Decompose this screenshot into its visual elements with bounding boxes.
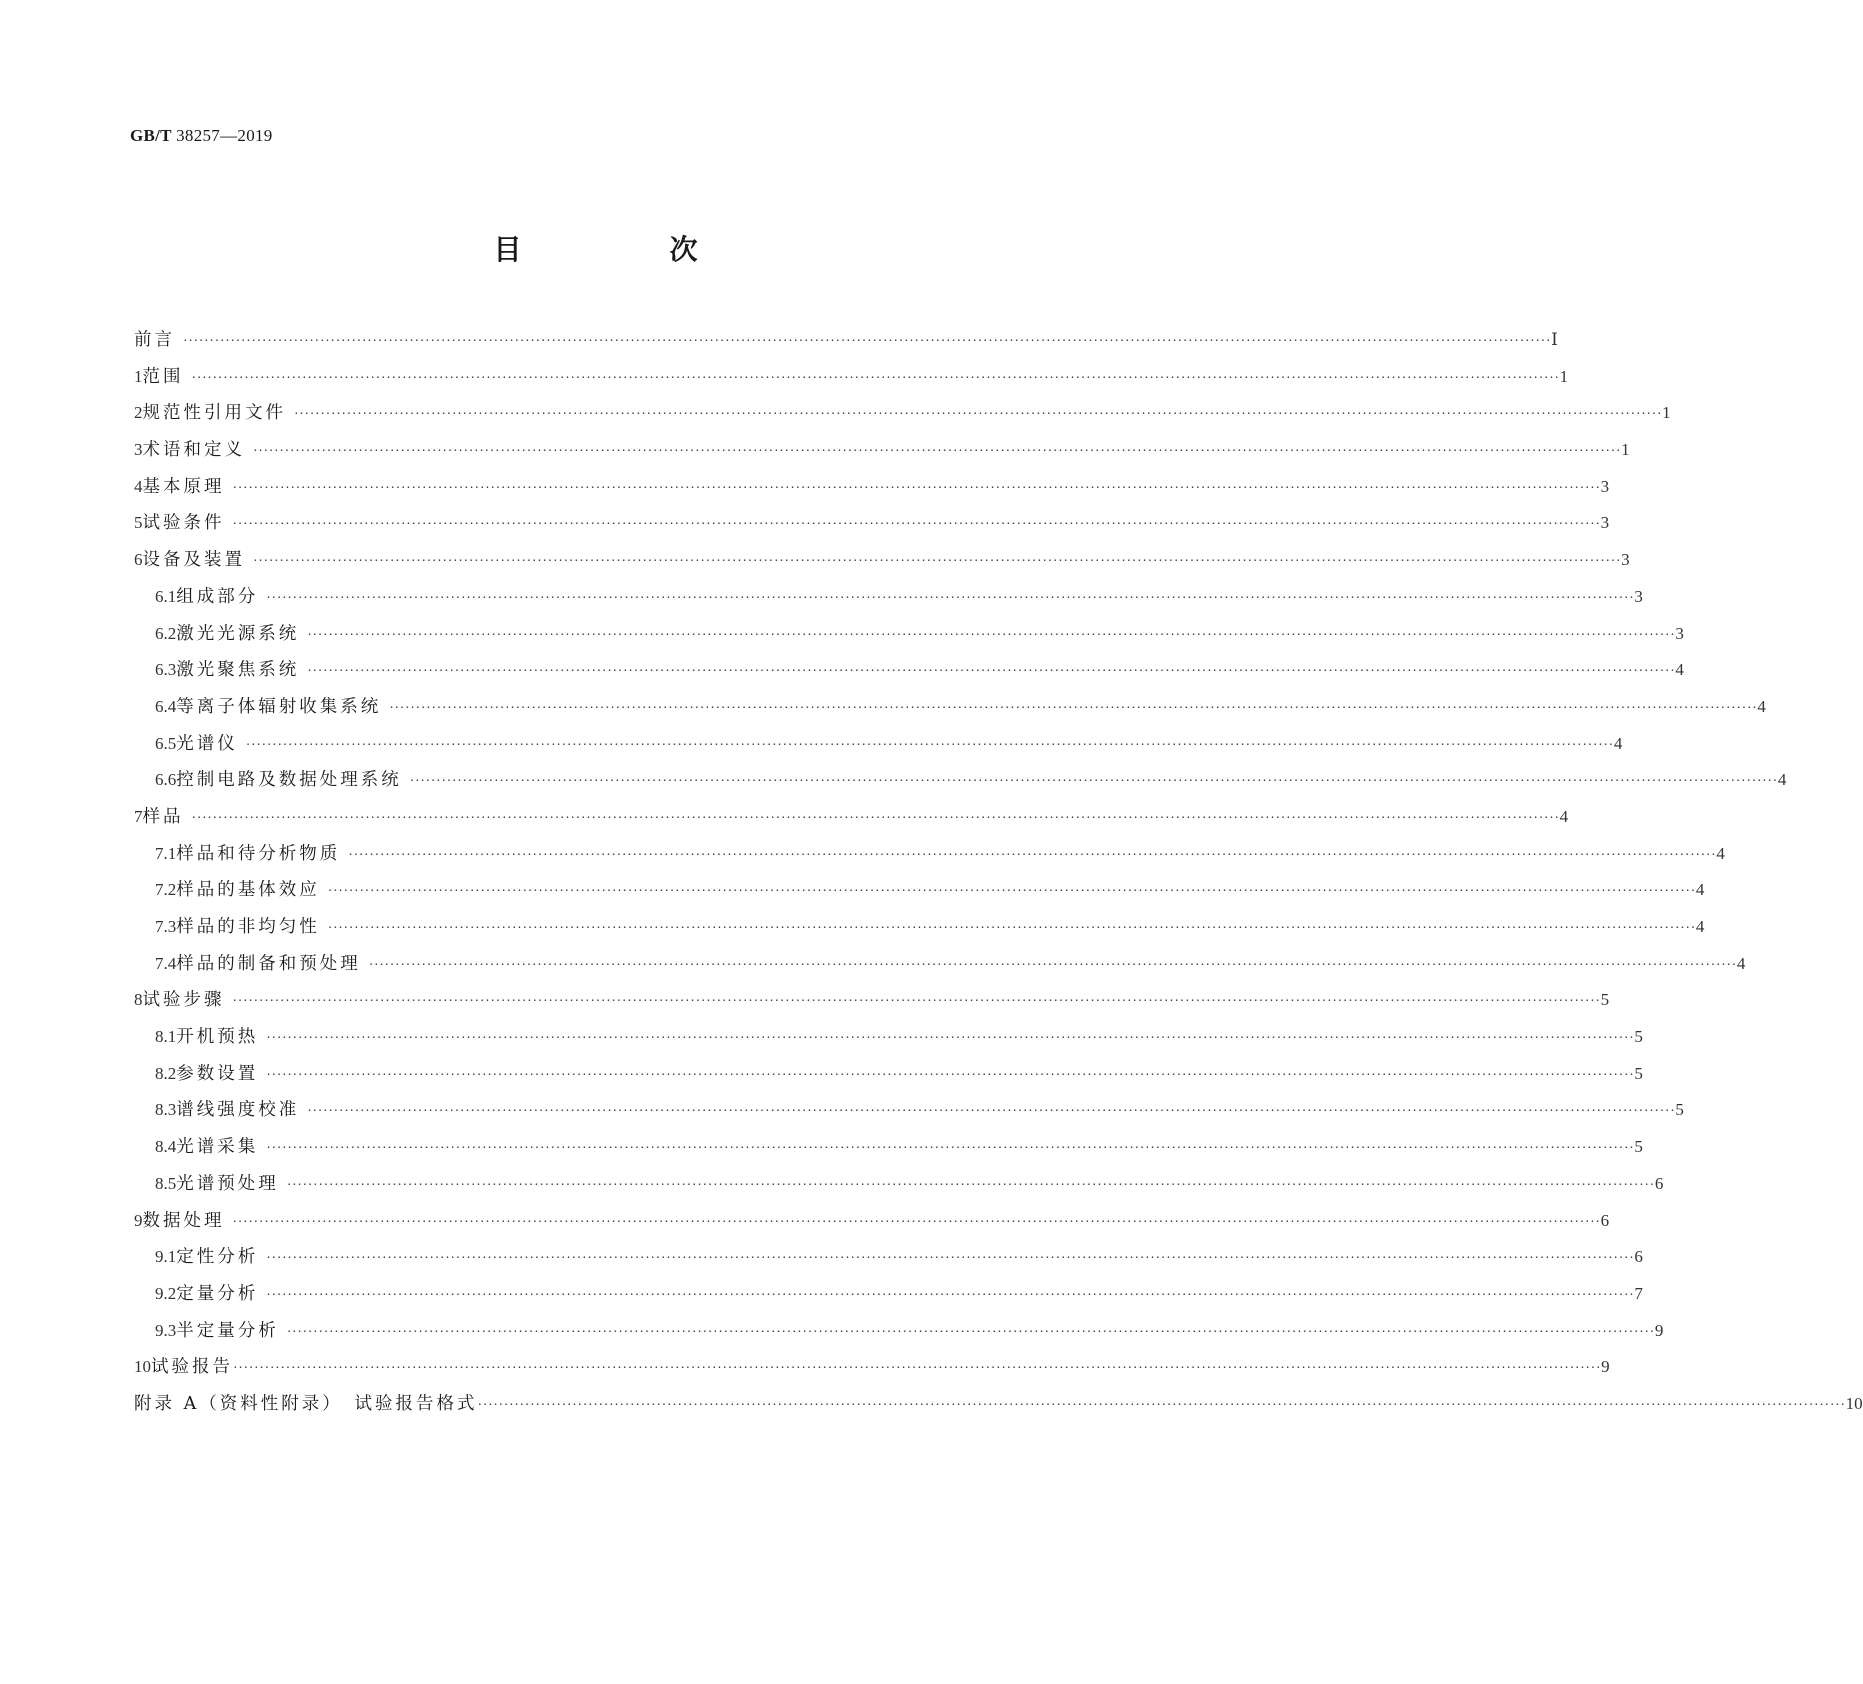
toc-entry[interactable] — [134, 583, 1643, 620]
toc-entry-label: 组成部分 — [176, 586, 259, 607]
toc-entry-label: 光谱仪 — [176, 733, 238, 754]
toc-entry-number: 9.3 — [155, 1320, 177, 1340]
standard-prefix: GB/T — [130, 126, 172, 145]
toc-entry[interactable] — [134, 1060, 1643, 1097]
toc-entry-label: 等离子体辐射收集系统 — [176, 696, 382, 717]
toc-entry[interactable] — [134, 1390, 1863, 1427]
toc-dot-leader: ···································································································································································································································································· — [266, 1251, 1635, 1267]
toc-page-number: 4 — [1716, 843, 1725, 863]
toc-page-number: 5 — [1675, 1100, 1684, 1120]
toc-entry-label: 光谱预处理 — [176, 1173, 279, 1194]
toc-entry-number: 7 — [134, 806, 143, 826]
toc-entry[interactable] — [134, 840, 1725, 877]
toc-entry-label: 样品的非均匀性 — [176, 917, 320, 937]
toc-entry-number: 2 — [134, 403, 143, 423]
toc-entry-label: 定性分析 — [176, 1247, 259, 1268]
toc-dot-leader: ···································································································································································································································································· — [266, 1141, 1635, 1157]
toc-entry-label: 范围 — [142, 366, 184, 387]
toc-entry-label: 控制电路及数据处理系统 — [176, 770, 402, 791]
toc-page-number: 6 — [1600, 1210, 1610, 1230]
toc-page-number: 5 — [1634, 1027, 1643, 1047]
toc-entry[interactable] — [134, 693, 1766, 730]
toc-entry-number: 8.3 — [155, 1100, 177, 1120]
toc-entry[interactable] — [134, 1280, 1643, 1317]
toc-page-number: 6 — [1634, 1247, 1643, 1267]
toc-entry-label: 试验条件 — [142, 513, 225, 534]
toc-entry-label: 试验报告 — [151, 1357, 233, 1378]
toc-entry-number: 9.2 — [155, 1283, 177, 1303]
toc-entry-label: 样品和待分析物质 — [176, 843, 341, 864]
toc-dot-leader: ···································································································································································································································································· — [266, 590, 1635, 606]
toc-entry-label: 试验步骤 — [142, 990, 225, 1011]
toc-entry[interactable] — [134, 1353, 1610, 1390]
toc-dot-leader: ···································································································································································································································································· — [307, 664, 1676, 680]
toc-dot-leader: ···································································································································································································································································· — [232, 994, 1601, 1010]
toc-entry[interactable] — [134, 913, 1705, 950]
toc-dot-leader: ···································································································································································································································································· — [327, 884, 1696, 900]
toc-dot-leader: ···································································································································································································································································· — [368, 957, 1737, 973]
toc-page-number: 4 — [1695, 880, 1705, 900]
standard-number: 38257—2019 — [176, 126, 273, 145]
toc-entry[interactable] — [134, 473, 1610, 510]
toc-page-number: 7 — [1634, 1283, 1643, 1303]
toc-entry-label: 光谱采集 — [176, 1137, 259, 1158]
toc-page-number: 9 — [1601, 1357, 1610, 1377]
toc-entry[interactable] — [134, 326, 1558, 363]
toc-dot-leader: ···································································································································································································································································· — [327, 921, 1696, 936]
toc-entry[interactable] — [134, 363, 1569, 400]
toc-dot-leader: ···································································································································································································································································· — [253, 554, 1622, 570]
toc-entry-number: 6.6 — [155, 770, 177, 790]
toc-dot-leader: ···································································································································································································································································· — [409, 774, 1778, 790]
toc-entry-number: 8.5 — [155, 1173, 177, 1193]
toc-entry-number: 9 — [134, 1210, 143, 1230]
toc-dot-leader: ···································································································································································································································································· — [307, 1104, 1676, 1120]
toc-entry-number: 8.4 — [155, 1137, 177, 1157]
toc-page-number: 4 — [1675, 660, 1684, 680]
toc-entry[interactable] — [134, 546, 1630, 583]
toc-entry[interactable] — [134, 1170, 1664, 1207]
toc-entry[interactable] — [134, 876, 1705, 913]
toc-page-number: 4 — [1559, 806, 1569, 826]
toc-entry-number: 6.3 — [155, 660, 177, 680]
toc-entry[interactable] — [134, 620, 1684, 657]
toc-entry[interactable] — [134, 656, 1684, 693]
toc-page-number: 10 — [1845, 1393, 1863, 1413]
toc-entry-label: 样品的基体效应 — [176, 880, 320, 901]
toc-entry-number: 9.1 — [155, 1247, 177, 1267]
toc-entry-number: 1 — [134, 366, 143, 386]
toc-page-number: 3 — [1621, 550, 1630, 570]
toc-page-number: 4 — [1695, 917, 1705, 936]
toc-page-number: 5 — [1634, 1137, 1643, 1157]
toc-dot-leader: ···································································································································································································································································· — [183, 334, 1552, 349]
toc-dot-leader: ···································································································································································································································································· — [477, 1397, 1846, 1413]
toc-entry-label: 规范性引用文件 — [142, 403, 286, 424]
toc-entry-label: 样品的制备和预处理 — [176, 953, 361, 974]
toc-entry-number: 6.1 — [155, 586, 177, 606]
toc-entry-label: 参数设置 — [176, 1063, 259, 1084]
toc-dot-leader: ···································································································································································································································································· — [232, 480, 1601, 496]
toc-entry[interactable] — [134, 1096, 1684, 1133]
toc-entry[interactable] — [134, 950, 1746, 987]
toc-page-number: 3 — [1675, 623, 1684, 643]
toc-page-number: 4 — [1757, 696, 1766, 716]
toc-entry[interactable] — [134, 730, 1623, 767]
toc-dot-leader: ···································································································································································································································································· — [348, 847, 1717, 863]
toc-entry[interactable] — [134, 986, 1610, 1023]
toc-dot-leader: ···································································································································································································································································· — [286, 1177, 1655, 1193]
toc-entry-label: 设备及装置 — [142, 550, 245, 571]
toc-page-number: 9 — [1654, 1320, 1664, 1340]
toc-dot-leader: ···································································································································································································································································· — [294, 407, 1663, 423]
toc-page-number: 5 — [1634, 1063, 1643, 1083]
toc-dot-leader: ···································································································································································································································································· — [233, 1361, 1602, 1377]
toc-entry-label: 谱线强度校准 — [176, 1100, 300, 1121]
toc-entry-number: 7.2 — [155, 880, 177, 900]
toc-entry-number: 6.4 — [155, 696, 177, 716]
toc-entry-label: 样品 — [142, 806, 184, 827]
toc-dot-leader: ···································································································································································································································································· — [389, 700, 1758, 716]
toc-entry-number: 8.2 — [155, 1063, 177, 1083]
toc-page-number: 4 — [1613, 733, 1623, 753]
toc-dot-leader: ···································································································································································································································································· — [266, 1287, 1635, 1303]
toc-dot-leader: ···································································································································································································································································· — [266, 1067, 1635, 1083]
toc-entry-number: 6.2 — [155, 623, 177, 643]
toc-page-number: Ⅰ — [1551, 330, 1558, 349]
table-of-contents — [134, 326, 1863, 1427]
toc-dot-leader: ···································································································································································································································································· — [191, 370, 1560, 386]
toc-entry-label: 基本原理 — [142, 476, 225, 497]
toc-dot-leader: ···································································································································································································································································· — [307, 627, 1676, 643]
toc-entry[interactable] — [134, 436, 1630, 473]
toc-entry-label: 半定量分析 — [176, 1320, 279, 1341]
toc-page-number: 1 — [1559, 366, 1569, 386]
toc-entry[interactable] — [134, 1243, 1643, 1280]
toc-page-number: 1 — [1662, 403, 1671, 423]
toc-entry-label: 前言 — [134, 330, 175, 350]
document-code — [130, 126, 273, 146]
toc-dot-leader: ···································································································································································································································································· — [253, 444, 1622, 460]
toc-page-number: 3 — [1600, 513, 1610, 533]
toc-entry-label: 开机预热 — [176, 1027, 259, 1048]
toc-entry[interactable] — [134, 1023, 1643, 1060]
toc-entry[interactable] — [134, 803, 1569, 840]
toc-entry-number: 4 — [134, 476, 143, 496]
toc-page-number: 4 — [1736, 953, 1746, 973]
toc-entry[interactable] — [134, 509, 1610, 546]
toc-dot-leader: ···································································································································································································································································· — [191, 810, 1560, 826]
toc-page-number: 3 — [1600, 476, 1610, 496]
toc-entry-label: 定量分析 — [176, 1283, 259, 1304]
toc-entry-label: 术语和定义 — [142, 440, 245, 461]
toc-page-number: 5 — [1600, 990, 1610, 1010]
toc-entry-number: 8.1 — [155, 1027, 177, 1047]
toc-entry-number: 8 — [134, 990, 143, 1010]
toc-dot-leader: ···································································································································································································································································· — [232, 1214, 1601, 1230]
toc-entry-number: 10 — [134, 1357, 151, 1377]
toc-entry[interactable] — [134, 1133, 1643, 1170]
toc-dot-leader: ···································································································································································································································································· — [232, 517, 1601, 533]
toc-entry-number: 7.4 — [155, 953, 177, 973]
toc-entry-label: 激光光源系统 — [176, 623, 300, 644]
toc-entry-number: 7.1 — [155, 843, 177, 863]
toc-entry-number: 6.5 — [155, 733, 177, 753]
toc-entry-number: 5 — [134, 513, 143, 533]
toc-dot-leader: ···································································································································································································································································· — [266, 1031, 1635, 1047]
toc-entry[interactable] — [134, 1317, 1664, 1354]
page-title: 目 次 — [493, 233, 758, 266]
toc-dot-leader: ···································································································································································································································································· — [286, 1324, 1655, 1340]
toc-entry-number: 7.3 — [155, 917, 177, 936]
toc-dot-leader: ···································································································································································································································································· — [245, 737, 1614, 753]
toc-entry-label: 激光聚焦系统 — [176, 660, 300, 681]
toc-entry[interactable] — [134, 766, 1787, 803]
toc-entry[interactable] — [134, 399, 1671, 436]
toc-entry-label: 附录 A（资料性附录） 试验报告格式 — [134, 1393, 478, 1414]
toc-entry-number: 6 — [134, 550, 143, 570]
toc-page-number: 6 — [1654, 1173, 1664, 1193]
toc-page-number: 1 — [1621, 440, 1630, 460]
toc-entry[interactable] — [134, 1207, 1610, 1244]
toc-entry-label: 数据处理 — [142, 1210, 225, 1231]
toc-page-number: 3 — [1634, 586, 1643, 606]
toc-entry-number: 3 — [134, 440, 143, 460]
toc-page-number: 4 — [1777, 770, 1787, 790]
